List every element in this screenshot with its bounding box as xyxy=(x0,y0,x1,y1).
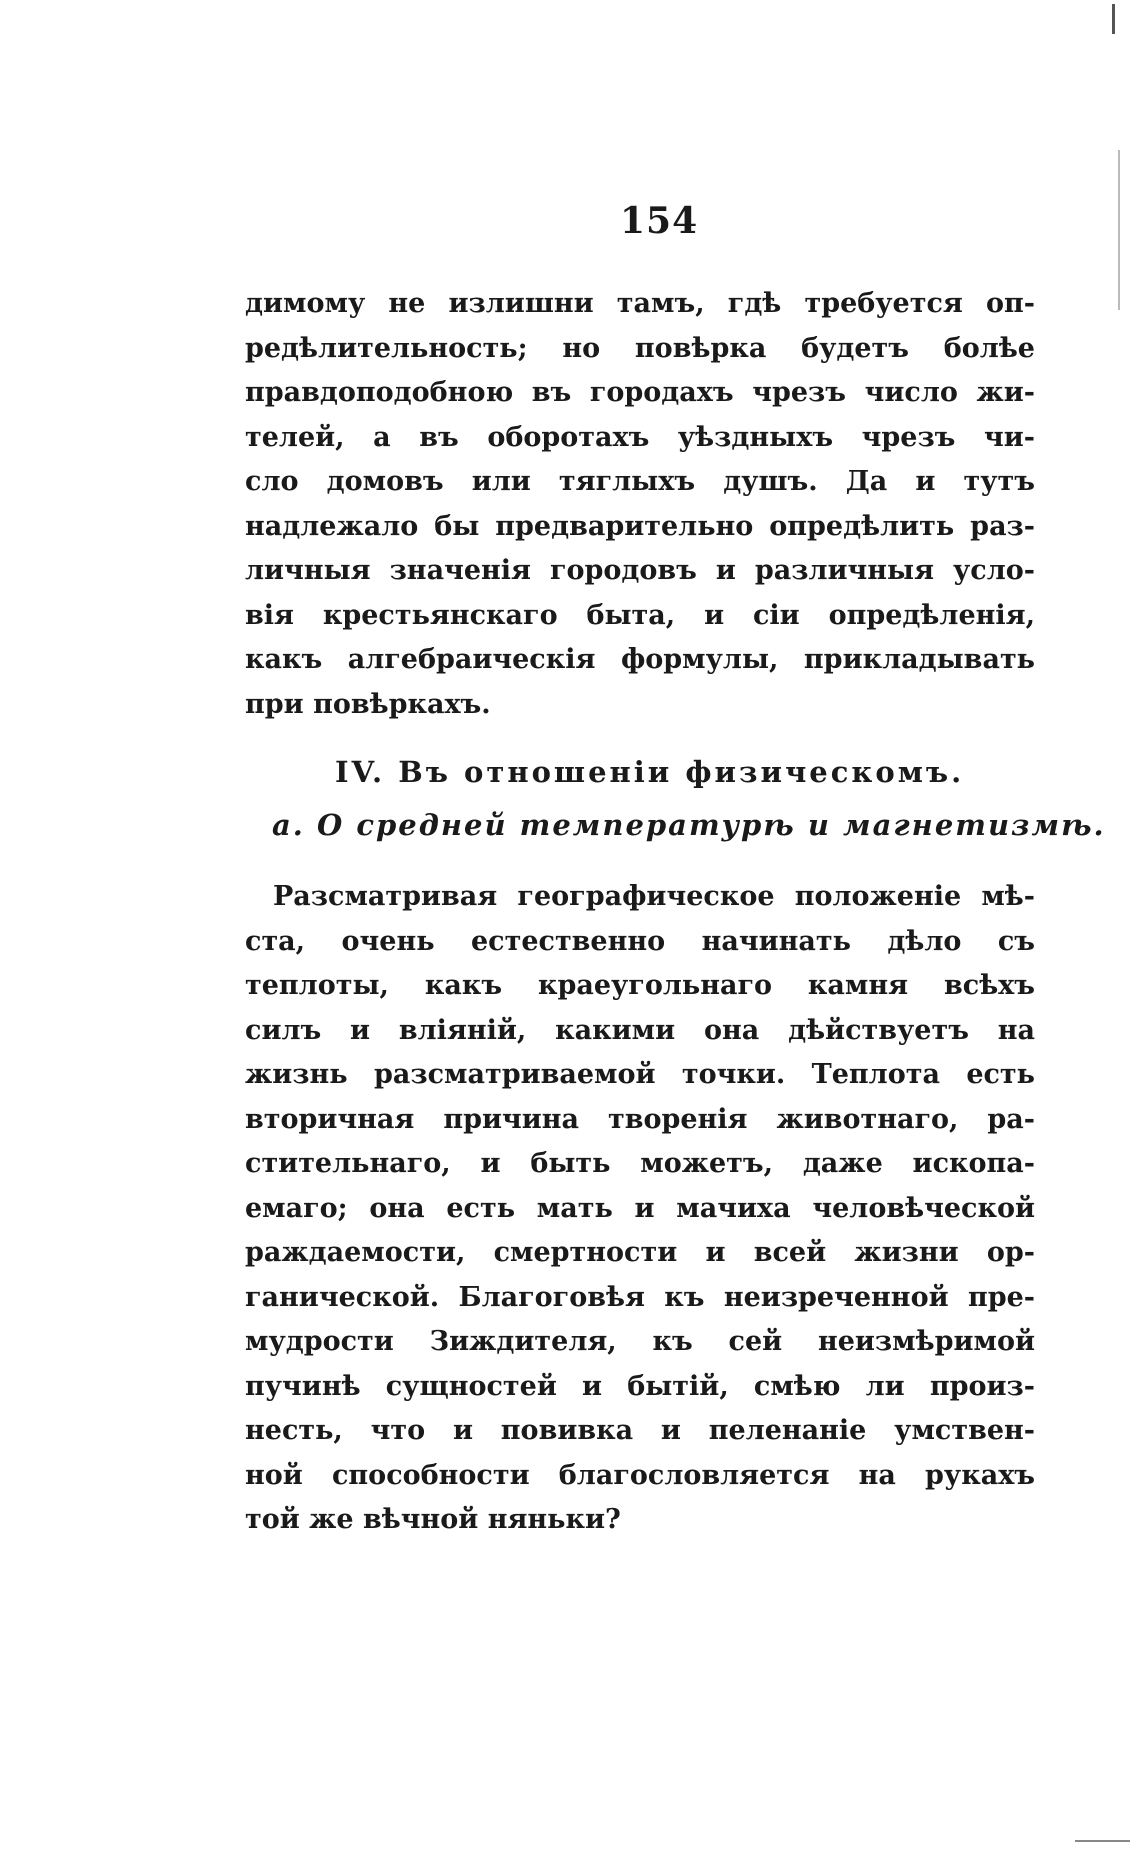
text-line: димому не излишни тамъ, гдѣ требуется оп- xyxy=(245,288,1035,319)
text-line xyxy=(245,875,1035,920)
text-line: правдоподобною въ городахъ чрезъ число жи- xyxy=(245,377,1035,408)
section-heading: IV. Въ отношеніи физическомъ. xyxy=(335,755,965,789)
text-line: пучинѣ сущностей и бытій, смѣю ли произ- xyxy=(245,1370,1035,1402)
bottom-paragraph xyxy=(245,875,1035,1543)
text-line: той же вѣчной няньки? xyxy=(245,1504,621,1535)
text-line: редѣлительность; но повѣрка будетъ болѣе xyxy=(245,332,1035,364)
text-line: ганической. Благоговѣя къ неизреченной пре- xyxy=(245,1281,1035,1313)
subsection-heading: а. О средней температурѣ и магнетизмѣ. xyxy=(272,808,1106,842)
text-line: стительнаго, и быть можетъ, даже ископа- xyxy=(245,1148,1035,1179)
edge-mark xyxy=(1118,150,1120,310)
edge-mark xyxy=(1112,4,1115,34)
text-line: при повѣркахъ. xyxy=(245,688,491,720)
text-line: емаго; она есть мать и мачиха человѣческой xyxy=(245,1192,1035,1224)
text-line: вія крестьянскаго быта, и сіи опредѣленія, xyxy=(245,599,1035,631)
text-line: раждаемости, смертности и всей жизни ор- xyxy=(245,1237,1035,1268)
text-line: личныя значенія городовъ и различныя усло- xyxy=(245,555,1035,586)
text-line: жизнь разсматриваемой точки. Теплота есть xyxy=(245,1059,1035,1090)
text-line: какъ алгебраическія формулы, прикладывать xyxy=(245,644,1035,675)
text-line: силъ и вліяній, какими она дѣйствуетъ на xyxy=(245,1014,1035,1046)
text-line: ной способности благословляется на рукахъ xyxy=(245,1459,1035,1491)
text-line: сло домовъ или тяглыхъ душъ. Да и тутъ xyxy=(245,466,1035,497)
text-line: надлежало бы предварительно опредѣлить раз- xyxy=(245,510,1035,542)
text-line: несть, что и повивка и пеленаніе умствен- xyxy=(245,1415,1035,1446)
top-paragraph xyxy=(245,282,1035,727)
text-line: вторичная причина творенія животнаго, ра- xyxy=(245,1103,1035,1135)
edge-mark xyxy=(1075,1840,1130,1842)
text-line: мудрости Зиждителя, къ сей неизмѣримой xyxy=(245,1326,1035,1357)
text-line: ста, очень естественно начинать дѣло съ xyxy=(245,925,1035,957)
page-number: 154 xyxy=(620,200,699,242)
text-line: телей, а въ оборотахъ уѣздныхъ чрезъ чи- xyxy=(245,421,1035,453)
text-line-content: Разсматривая географическое положеніе мѣ- xyxy=(273,881,1035,912)
text-line: теплоты, какъ краеугольнаго камня всѣхъ xyxy=(245,970,1035,1001)
